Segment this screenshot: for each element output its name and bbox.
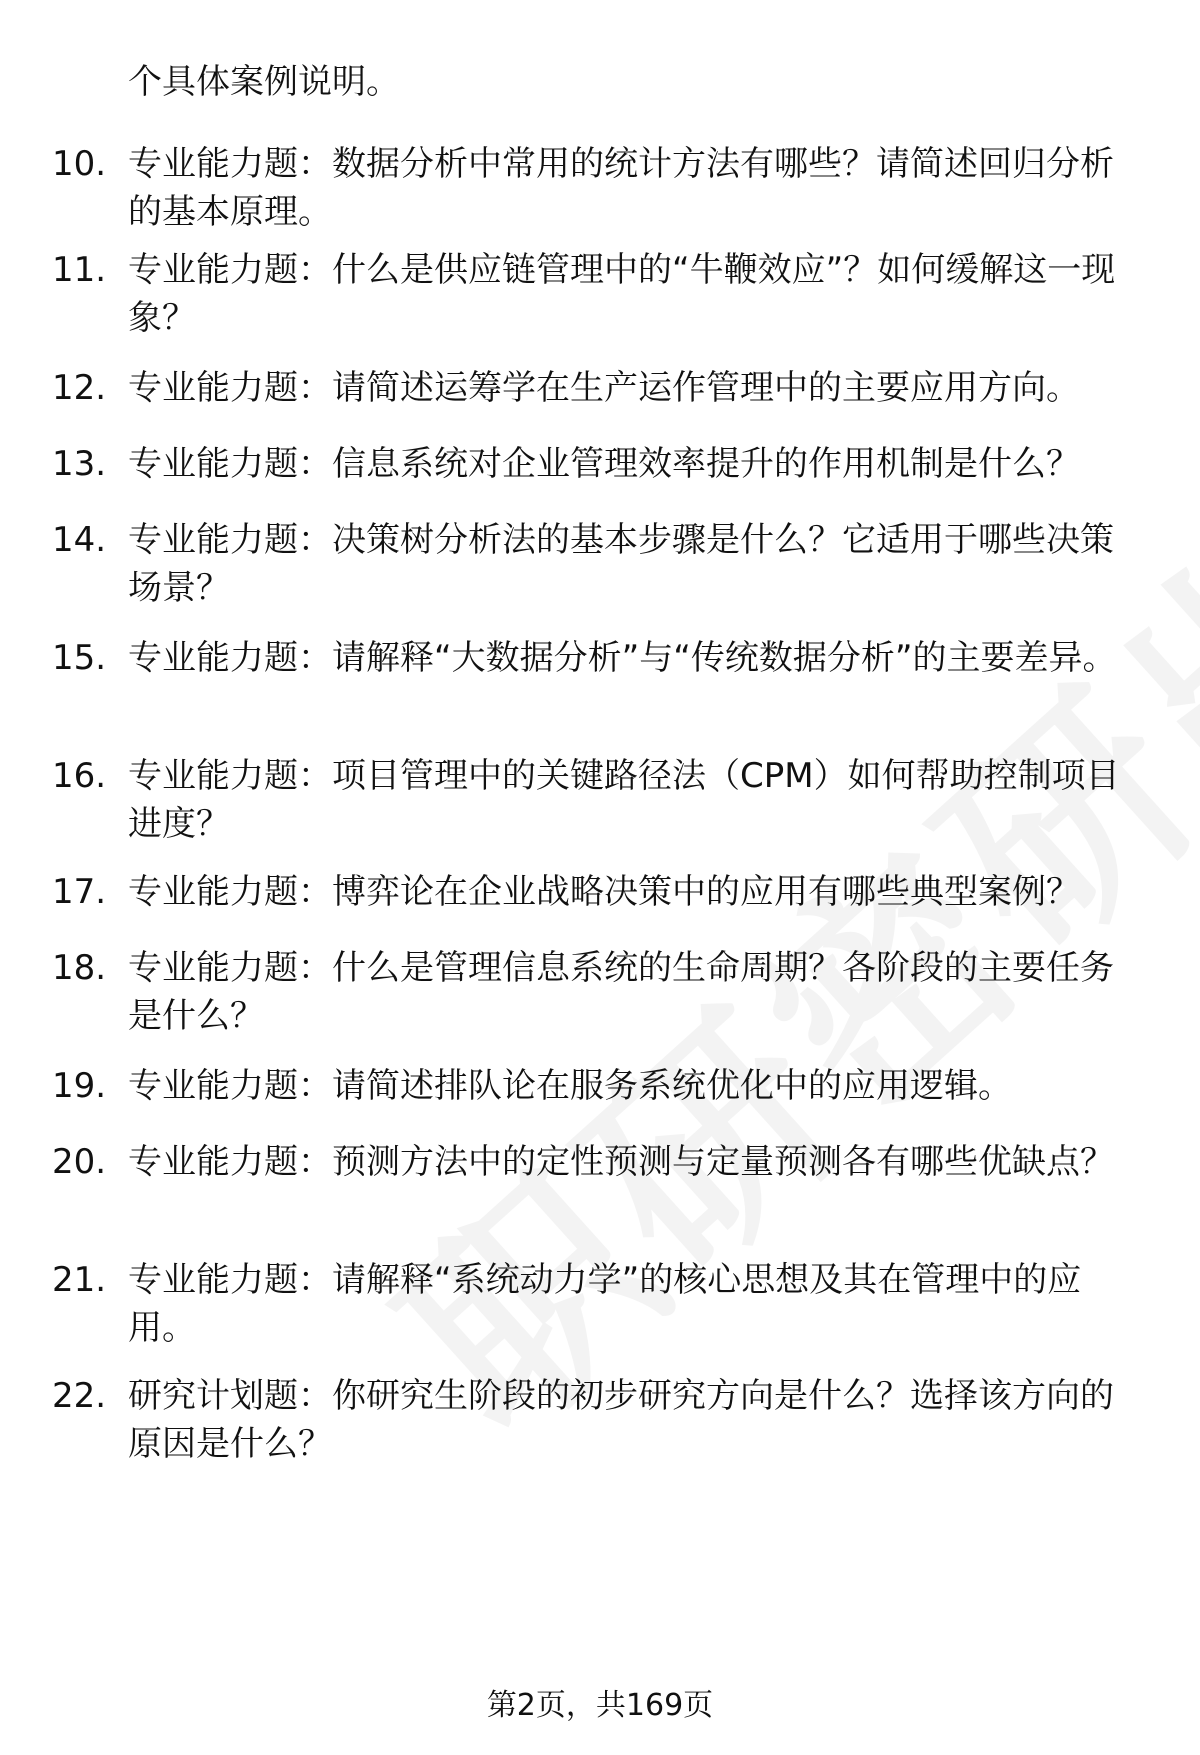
question-number: 17. (52, 872, 107, 912)
question-text: 专业能力题：信息系统对企业管理效率提升的作用机制是什么？ (128, 444, 1080, 484)
question-number: 22. (52, 1376, 107, 1416)
question-text: 专业能力题：决策树分析法的基本步骤是什么？它适用于哪些决策场景？ (128, 520, 1114, 608)
question-text: 专业能力题：什么是管理信息系统的生命周期？各阶段的主要任务是什么？ (128, 948, 1114, 1036)
question-number: 20. (52, 1142, 107, 1182)
question-text: 专业能力题：请解释“系统动力学”的核心思想及其在管理中的应用。 (128, 1260, 1082, 1348)
question-number: 19. (52, 1066, 107, 1106)
question-number: 14. (52, 520, 107, 560)
question-number: 12. (52, 368, 107, 408)
question-text: 专业能力题：请简述排队论在服务系统优化中的应用逻辑。 (128, 1066, 1012, 1106)
question-text: 专业能力题：请解释“大数据分析”与“传统数据分析”的主要差异。 (128, 638, 1117, 678)
question-number: 18. (52, 948, 107, 988)
question-text: 研究计划题：你研究生阶段的初步研究方向是什么？选择该方向的原因是什么？ (128, 1376, 1114, 1464)
question-text: 专业能力题：预测方法中的定性预测与定量预测各有哪些优缺点？ (128, 1142, 1114, 1182)
question-number: 10. (52, 144, 107, 184)
question-number: 13. (52, 444, 107, 484)
question-number: 15. (52, 638, 107, 678)
question-text: 专业能力题：什么是供应链管理中的“牛鞭效应”？如何缓解这一现象？ (128, 250, 1116, 338)
continuation-text: 个具体案例说明。 (128, 62, 400, 102)
page-number-footer: 第2页，共169页 (486, 1688, 714, 1723)
question-text: 专业能力题：请简述运筹学在生产运作管理中的主要应用方向。 (128, 368, 1080, 408)
question-number: 11. (52, 250, 107, 290)
question-text: 专业能力题：项目管理中的关键路径法（CPM）如何帮助控制项目进度？ (128, 756, 1120, 844)
question-number: 16. (52, 756, 107, 796)
question-number: 21. (52, 1260, 107, 1300)
question-text: 专业能力题：博弈论在企业战略决策中的应用有哪些典型案例？ (128, 872, 1080, 912)
question-text: 专业能力题：数据分析中常用的统计方法有哪些？请简述回归分析的基本原理。 (128, 144, 1114, 232)
